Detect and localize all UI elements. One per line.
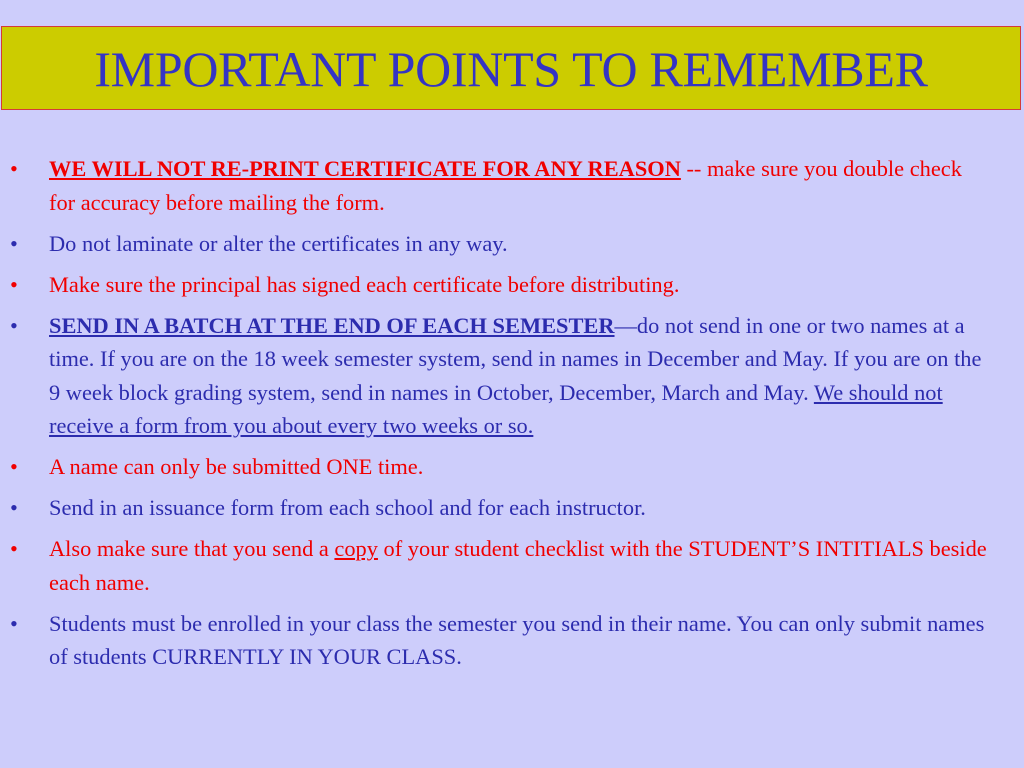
bullet-item-no-reprint bbox=[10, 152, 990, 219]
title-banner bbox=[1, 26, 1021, 110]
issuance-form-text: Send in an issuance form from each school and for each instructor. bbox=[49, 495, 646, 521]
bullet-marker: • bbox=[10, 156, 18, 181]
bullet-item-enrolled-students bbox=[10, 607, 990, 674]
no-laminate-text: Do not laminate or alter the certificates in any way. bbox=[49, 230, 508, 256]
checklist-copy-word: copy bbox=[334, 536, 378, 562]
checklist-copy-rest: of your student checklist with the STUDENT’S INTITIALS beside each name. bbox=[49, 536, 987, 595]
bullet-marker: • bbox=[10, 271, 18, 297]
bullet-item-checklist-copy bbox=[10, 532, 990, 599]
checklist-copy-lead: Also make sure that you send a bbox=[49, 536, 335, 562]
bullet-marker: • bbox=[10, 536, 18, 562]
slide-title: IMPORTANT POINTS TO REMEMBER bbox=[94, 41, 928, 97]
bullet-marker: • bbox=[10, 495, 18, 521]
bullet-marker: • bbox=[10, 230, 18, 256]
bullet-marker: • bbox=[10, 312, 18, 338]
one-time-text: A name can only be submitted ONE time. bbox=[49, 454, 424, 480]
bullet-marker: • bbox=[10, 454, 18, 480]
bullet-item-issuance-form bbox=[10, 491, 990, 525]
enrolled-students-text: Students must be enrolled in your class the semester you send in their name. You can only submit names of students CURRENTLY IN YOUR CLASS. bbox=[49, 610, 985, 670]
principal-signed-text: Make sure the principal has signed each certificate before distributing. bbox=[49, 271, 680, 297]
send-batch-detail: —do not send in one or two names at a time. If you are on the 18 week semester system, send in names in December and May. If you are on the 9 week block grading system, send in names in October, December, March and May. bbox=[49, 312, 982, 405]
send-batch-note: We should not receive a form from you about every two weeks or so. bbox=[49, 379, 943, 439]
bullet-item-send-batch bbox=[10, 309, 990, 443]
bullet-marker: • bbox=[10, 610, 18, 636]
no-reprint-detail: -- make sure you double check for accuracy before mailing the form. bbox=[49, 156, 962, 215]
bullet-item-no-laminate bbox=[10, 227, 990, 261]
no-reprint-warning: WE WILL NOT RE-PRINT CERTIFICATE FOR ANY REASON bbox=[49, 156, 681, 181]
bullet-list bbox=[10, 152, 990, 681]
bullet-item-principal-signed bbox=[10, 268, 990, 302]
bullet-item-one-time bbox=[10, 450, 990, 484]
send-batch-heading: SEND IN A BATCH AT THE END OF EACH SEMESTER bbox=[49, 312, 615, 338]
